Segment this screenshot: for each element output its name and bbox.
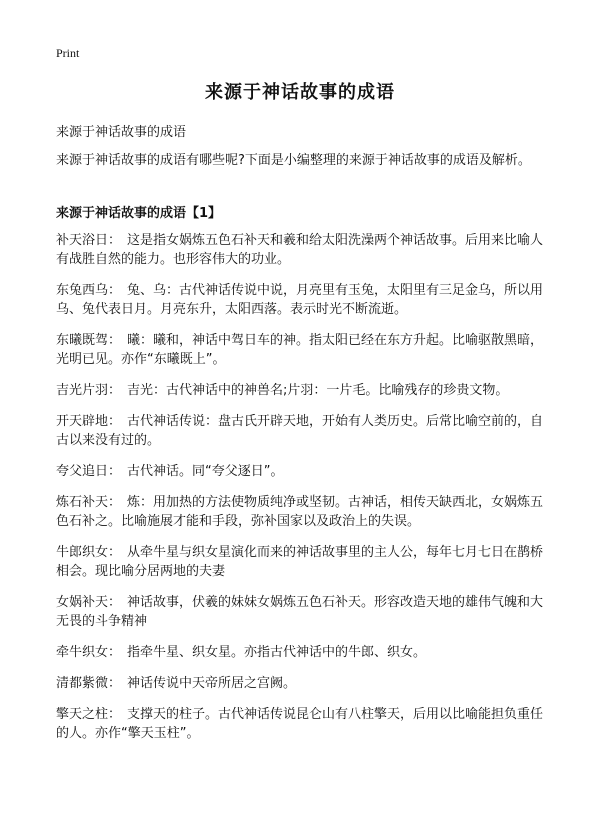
idiom-entry [56,281,550,319]
idiom-entry [56,674,550,693]
idiom-entry [56,381,550,400]
section-heading: 来源于神话故事的成语【1】 [56,206,222,221]
print-link[interactable]: Print [56,46,80,60]
subtitle: 来源于神话故事的成语 [56,125,187,140]
idiom-definition: 兔、乌：古代神话传说中说，月亮里有玉兔，太阳里有三足金乌，所以用乌、兔代表日月。月亮东升，太阳西落。表示时光不断流逝。 [56,283,544,317]
idiom-entry [56,593,550,631]
idiom-term: 清都紫微： [56,676,122,691]
idiom-entry [56,412,550,450]
idiom-term: 东兔西乌： [56,283,122,298]
page-title: 来源于神话故事的成语 [205,82,395,103]
idiom-entry [56,231,550,269]
idiom-entry [56,643,550,662]
idiom-definition: 这是指女娲炼五色石补天和羲和给太阳洗澡两个神话故事。后用来比喻人有战胜自然的能力。也形容伟大的功业。 [56,233,544,267]
idiom-entry [56,331,550,369]
idiom-entry [56,705,550,743]
idiom-term: 擎天之柱： [56,707,122,722]
idiom-list [56,231,550,743]
idiom-term: 开天辟地： [56,414,122,429]
idiom-term: 夸父追日： [56,464,122,479]
idiom-term: 炼石补天： [56,495,122,510]
idiom-definition: 神话故事，伏羲的妹妹女娲炼五色石补天。形容改造天地的雄伟气魄和大无畏的斗争精神 [56,595,544,629]
idiom-definition: 吉光：古代神话中的神兽名;片羽：一片毛。比喻残存的珍贵文物。 [127,383,509,398]
idiom-definition: 曦：曦和，神话中驾日车的神。指太阳已经在东方升起。比喻驱散黑暗，光明已见。亦作“东曦既上”。 [56,333,544,367]
idiom-definition: 支撑天的柱子。古代神话传说昆仑山有八柱擎天，后用以比喻能担负重任的人。亦作“擎天玉柱”。 [56,707,544,741]
idiom-definition: 神话传说中天帝所居之宫阙。 [127,676,297,691]
idiom-term: 女娲补天： [56,595,122,610]
intro-paragraph: 来源于神话故事的成语有哪些呢?下面是小编整理的来源于神话故事的成语及解析。 [56,153,531,168]
idiom-term: 东曦既驾： [56,333,122,348]
idiom-entry [56,462,550,481]
idiom-term: 牛郎织女： [56,545,122,560]
idiom-entry [56,543,550,581]
idiom-definition: 古代神话传说：盘古氏开辟天地，开始有人类历史。后常比喻空前的，自古以来没有过的。 [56,414,544,448]
idiom-definition: 从牵牛星与织女星演化而来的神话故事里的主人公，每年七月七日在鹊桥相会。现比喻分居两地的夫妻 [56,545,544,579]
idiom-definition: 指牵牛星、织女星。亦指古代神话中的牛郎、织女。 [127,645,427,660]
idiom-definition: 古代神话。同“夸父逐日”。 [127,464,284,479]
idiom-term: 牵牛织女： [56,645,122,660]
idiom-definition: 炼：用加热的方法使物质纯净或坚韧。古神话，相传天缺西北，女娲炼五色石补之。比喻施展才能和手段，弥补国家以及政治上的失误。 [56,495,544,529]
idiom-term: 补天浴日： [56,233,122,248]
idiom-entry [56,493,550,531]
idiom-term: 吉光片羽： [56,383,122,398]
